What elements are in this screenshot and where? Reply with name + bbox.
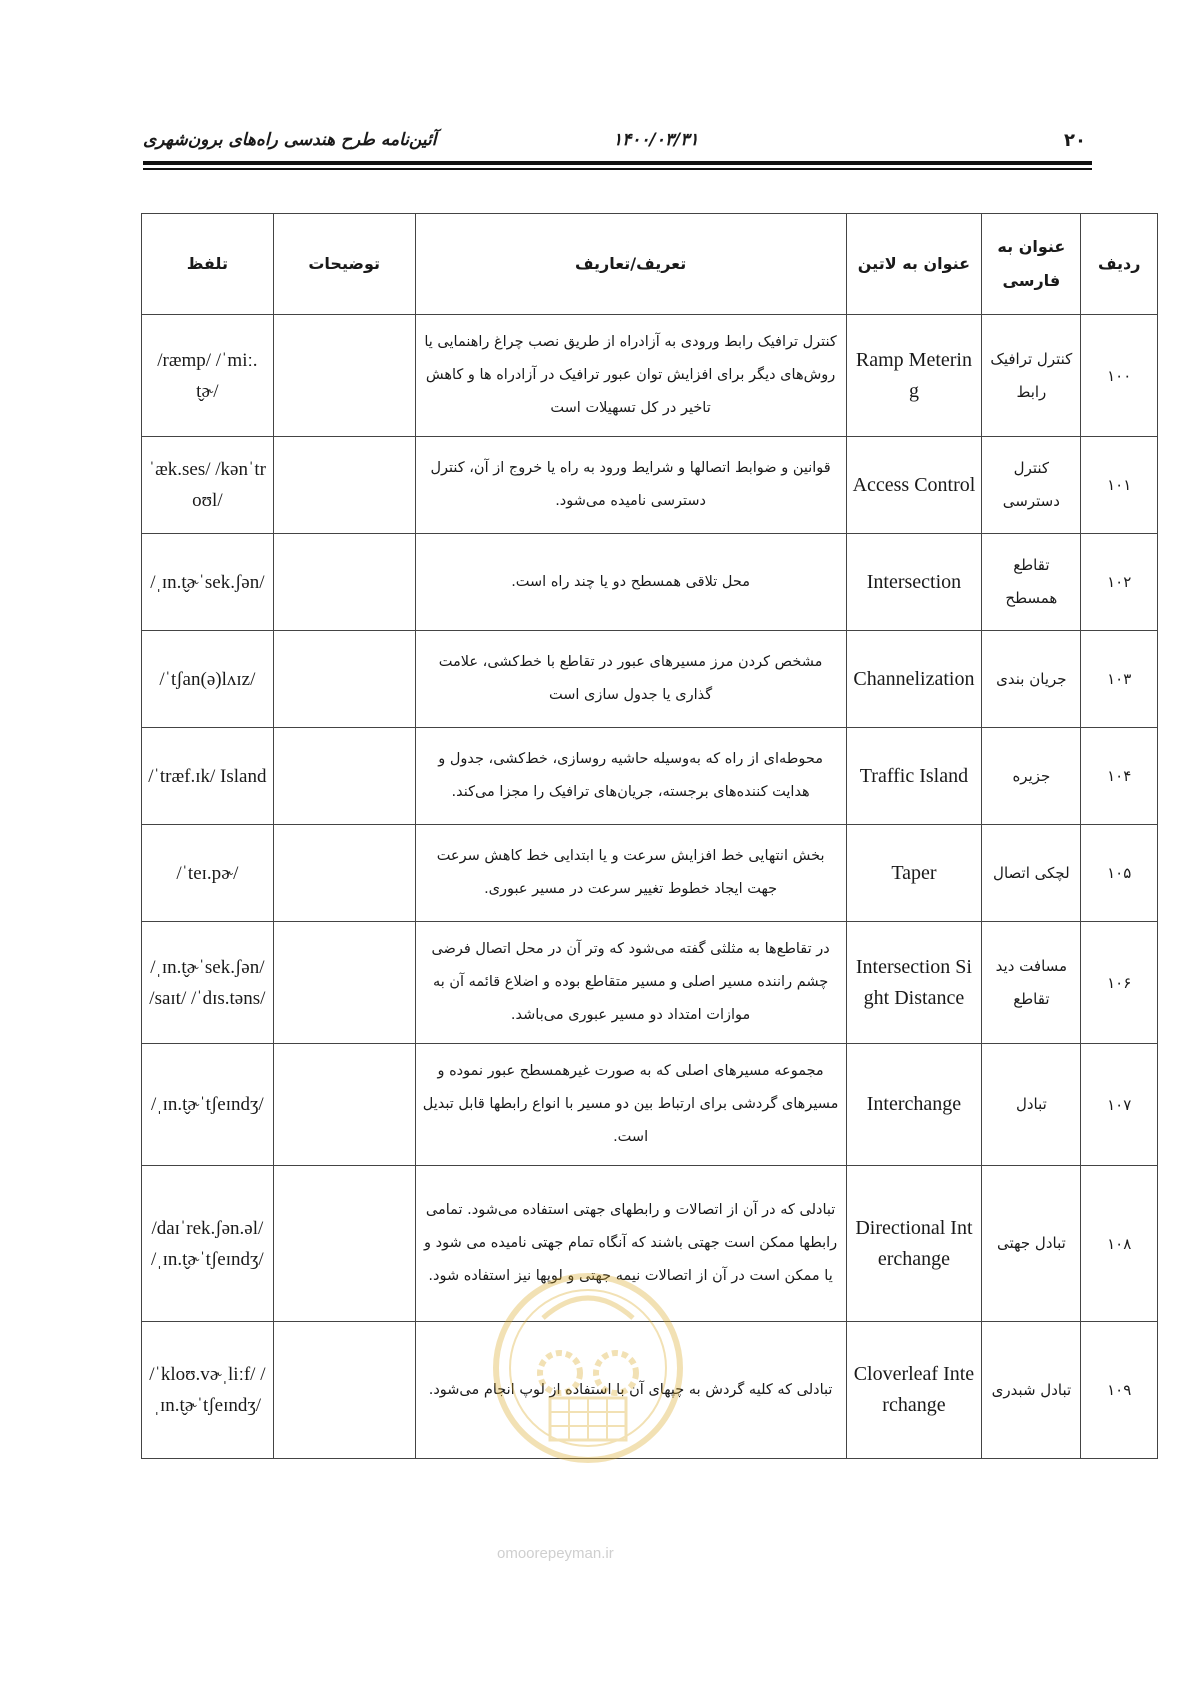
- document-date: ۱۴۰۰/۰۳/۳۱: [613, 130, 699, 150]
- table-row: [142, 631, 1158, 728]
- cell-notes: [273, 315, 415, 437]
- col-header-persian-title: عنوان به فارسی: [982, 214, 1081, 315]
- cell-pronunciation: /ˈtræf.ɪk/ Island: [142, 728, 274, 825]
- cell-number: ۱۰۲: [1081, 534, 1158, 631]
- table-row: [142, 315, 1158, 437]
- page-number: ۲۰: [1064, 130, 1086, 151]
- cell-persian-title: تقاطع همسطح: [982, 534, 1081, 631]
- cell-persian-title: مسافت دید تقاطع: [982, 922, 1081, 1044]
- cell-definition: کنترل ترافیک رابط ورودی به آزادراه از طریق نصب چراغ راهنمایی یا روش‌های دیگر برای افزایش توان عبور ترافیک در آزادراه ها و کاهش تاخیر در کل تسهیلات است: [415, 315, 846, 437]
- cell-notes: [273, 1166, 415, 1322]
- cell-definition: مشخص کردن مرز مسیرهای عبور در تقاطع با خط‌کشی، علامت گذاری یا جدول سازی است: [415, 631, 846, 728]
- cell-persian-title: جزیره: [982, 728, 1081, 825]
- col-header-number: ردیف: [1081, 214, 1158, 315]
- cell-persian-title: تبادل جهتی: [982, 1166, 1081, 1322]
- cell-notes: [273, 437, 415, 534]
- cell-pronunciation: /ˌɪn.t̬ɚˈtʃeɪndʒ/: [142, 1044, 274, 1166]
- cell-latin-title: Access Control: [846, 437, 982, 534]
- cell-latin-title: Cloverleaf Interchange: [846, 1322, 982, 1459]
- table-row: [142, 922, 1158, 1044]
- cell-definition: تبادلی که کلیه گردش به چپهای آن با استفاده از لوپ انجام می‌شود.: [415, 1322, 846, 1459]
- cell-notes: [273, 631, 415, 728]
- cell-number: ۱۰۷: [1081, 1044, 1158, 1166]
- cell-number: ۱۰۰: [1081, 315, 1158, 437]
- cell-pronunciation: /ræmp/ /ˈmiː.t̬ɚ/: [142, 315, 274, 437]
- cell-number: ۱۰۶: [1081, 922, 1158, 1044]
- document-title: آئین‌نامه طرح هندسی راه‌های برون‌شهری: [143, 130, 437, 150]
- cell-definition: محل تلاقی همسطح دو یا چند راه است.: [415, 534, 846, 631]
- cell-definition: در تقاطع‌ها به مثلثی گفته می‌شود که وتر آن در محل اتصال فرضی چشم راننده مسیر اصلی و مسیر متقاطع بوده و اضلاع قائمه آن به موازات امتداد دو مسیر عبوری می‌باشد.: [415, 922, 846, 1044]
- cell-number: ۱۰۴: [1081, 728, 1158, 825]
- cell-latin-title: Intersection Sight Distance: [846, 922, 982, 1044]
- cell-persian-title: لچکی اتصال: [982, 825, 1081, 922]
- table-row: [142, 1322, 1158, 1459]
- table-row: [142, 1166, 1158, 1322]
- cell-number: ۱۰۵: [1081, 825, 1158, 922]
- table-row: [142, 825, 1158, 922]
- cell-notes: [273, 534, 415, 631]
- cell-latin-title: Ramp Metering: [846, 315, 982, 437]
- cell-persian-title: جریان بندی: [982, 631, 1081, 728]
- cell-latin-title: Intersection: [846, 534, 982, 631]
- table-header-row: [142, 214, 1158, 315]
- cell-pronunciation: /ˈkloʊ.vɚˌliːf/ /ˌɪn.t̬ɚˈtʃeɪndʒ/: [142, 1322, 274, 1459]
- cell-latin-title: Taper: [846, 825, 982, 922]
- cell-persian-title: تبادل شبدری: [982, 1322, 1081, 1459]
- cell-pronunciation: ˈæk.ses/ /kənˈtroʊl/: [142, 437, 274, 534]
- cell-notes: [273, 1044, 415, 1166]
- glossary-table: [141, 213, 1158, 1459]
- cell-notes: [273, 825, 415, 922]
- table-row: [142, 728, 1158, 825]
- page-header: [143, 130, 1092, 158]
- cell-pronunciation: /ˈteɪ.pɚ/: [142, 825, 274, 922]
- cell-persian-title: کنترل دسترسی: [982, 437, 1081, 534]
- cell-definition: قوانین و ضوابط اتصالها و شرایط ورود به راه یا خروج از آن، کنترل دسترسی نامیده می‌شود.: [415, 437, 846, 534]
- cell-pronunciation: /ˈtʃan(ə)lʌɪz/: [142, 631, 274, 728]
- header-rule-thin: [143, 168, 1092, 170]
- cell-latin-title: Channelization: [846, 631, 982, 728]
- cell-definition: مجموعه مسیرهای اصلی که به صورت غیرهمسطح عبور نموده و مسیرهای گردشی برای ارتباط بین دو مسیر با انواع رابطها قابل تبدیل است.: [415, 1044, 846, 1166]
- cell-pronunciation: /ˌɪn.t̬ɚˈsek.ʃən/: [142, 534, 274, 631]
- col-header-latin-title: عنوان به لاتین: [846, 214, 982, 315]
- cell-definition: تبادلی که در آن از اتصالات و رابطهای جهتی استفاده می‌شود. تمامی رابطها ممکن است جهتی باشند که آنگاه تمام جهتی نامیده می شود و یا ممکن است در آن از اتصالات نیمه جهتی و لوپها نیز استفاده شود.: [415, 1166, 846, 1322]
- col-header-notes: توضیحات: [273, 214, 415, 315]
- cell-latin-title: Traffic Island: [846, 728, 982, 825]
- cell-notes: [273, 728, 415, 825]
- cell-number: ۱۰۳: [1081, 631, 1158, 728]
- table-row: [142, 1044, 1158, 1166]
- header-rule-thick: [143, 161, 1092, 165]
- cell-number: ۱۰۸: [1081, 1166, 1158, 1322]
- cell-pronunciation: /ˌɪn.t̬ɚˈsek.ʃən/ /saɪt/ /ˈdɪs.təns/: [142, 922, 274, 1044]
- cell-notes: [273, 1322, 415, 1459]
- watermark-url: omoorepeyman.ir: [497, 1545, 614, 1562]
- table-row: [142, 437, 1158, 534]
- cell-pronunciation: /daɪˈrek.ʃən.əl/ /ˌɪn.t̬ɚˈtʃeɪndʒ/: [142, 1166, 274, 1322]
- cell-notes: [273, 922, 415, 1044]
- cell-latin-title: Interchange: [846, 1044, 982, 1166]
- cell-persian-title: تبادل: [982, 1044, 1081, 1166]
- cell-definition: بخش انتهایی خط افزایش سرعت و یا ابتدایی خط کاهش سرعت جهت ایجاد خطوط تغییر سرعت در مسیر عبوری.: [415, 825, 846, 922]
- cell-definition: محوطه‌ای از راه که به‌وسیله حاشیه روسازی، خط‌کشی، جدول و هدایت کننده‌های برجسته، جریان‌های ترافیک را مجزا می‌کند.: [415, 728, 846, 825]
- cell-number: ۱۰۹: [1081, 1322, 1158, 1459]
- cell-persian-title: کنترل ترافیک رابط: [982, 315, 1081, 437]
- col-header-pronunciation: تلفظ: [142, 214, 274, 315]
- table-row: [142, 534, 1158, 631]
- col-header-definition: تعریف/تعاریف: [415, 214, 846, 315]
- cell-number: ۱۰۱: [1081, 437, 1158, 534]
- cell-latin-title: Directional Interchange: [846, 1166, 982, 1322]
